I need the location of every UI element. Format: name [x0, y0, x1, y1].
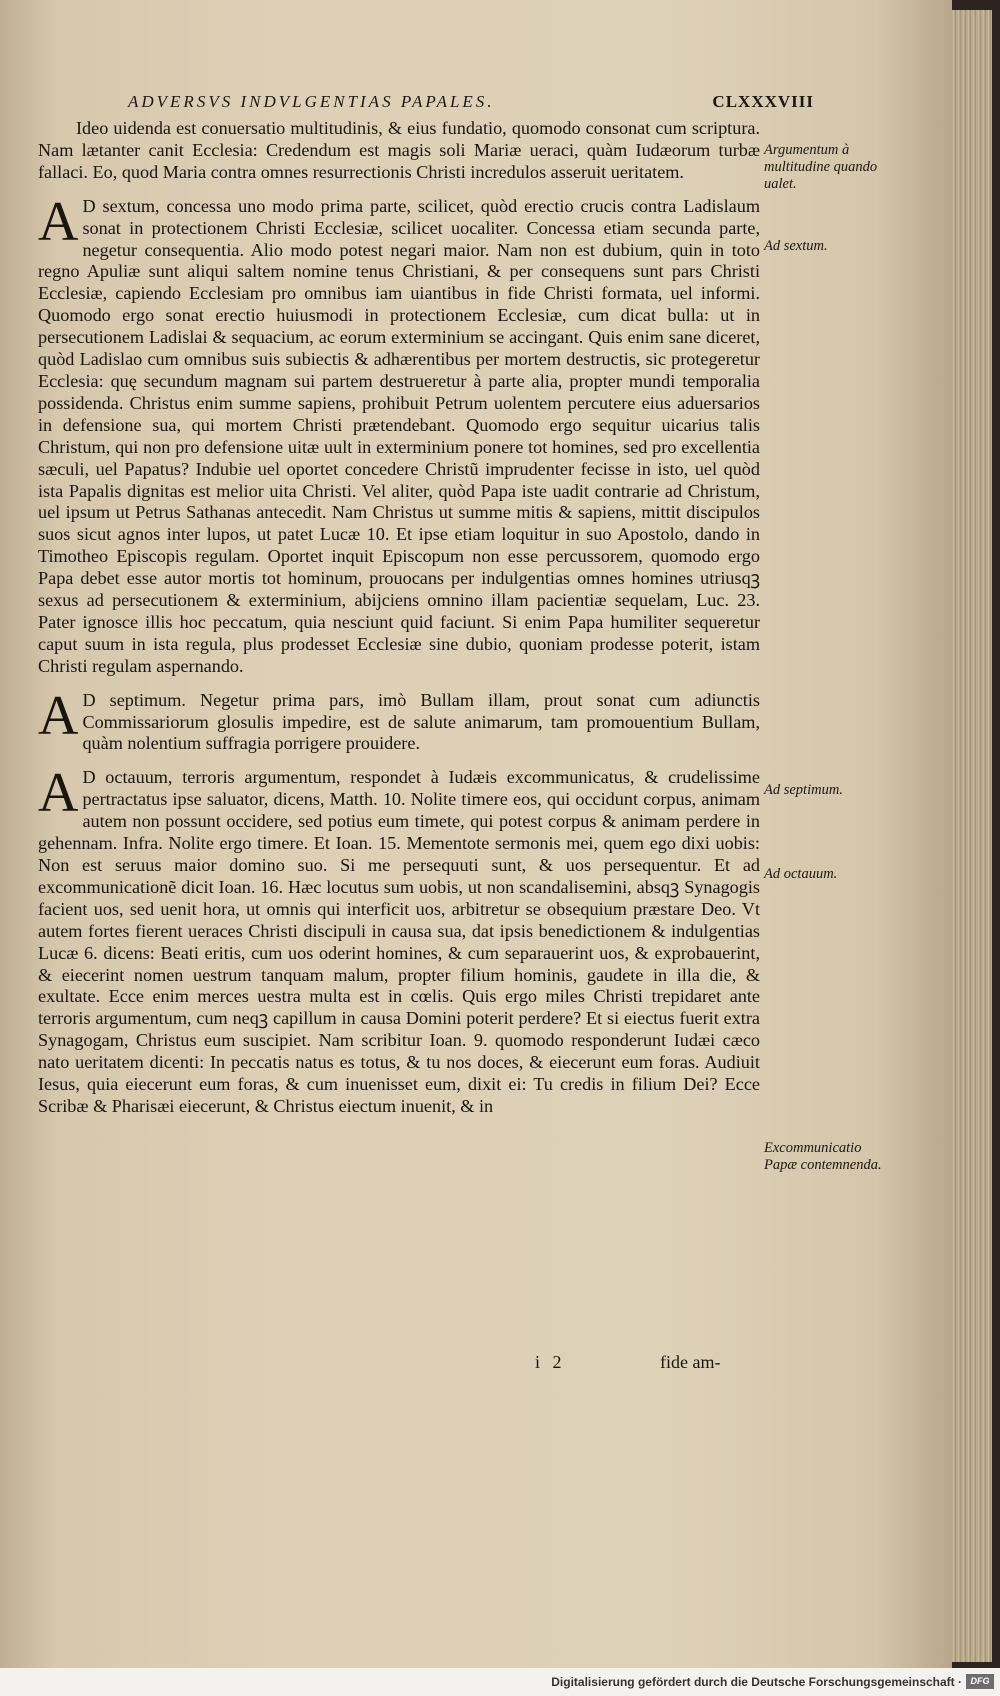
drop-cap: A	[38, 190, 79, 253]
paragraph-2	[38, 190, 760, 678]
signature-mark: i 2	[535, 1352, 566, 1372]
marginal-note-4: Ad octauum.	[764, 866, 838, 882]
footer-credit: Digitalisierung gefördert durch die Deutsche Forschungsgemeinschaft ·	[551, 1675, 962, 1689]
folio-number: CLXXXVIII	[712, 92, 814, 111]
marginal-note-3: Ad septimum.	[764, 782, 843, 798]
marginal-note-5: Excommunicatio Papæ contemnenda.	[764, 1140, 882, 1173]
running-head-title: ADVERSVS INDVLGENTIAS PAPALES.	[128, 92, 495, 111]
dfg-logo: DFG	[966, 1674, 994, 1689]
paragraph-2-text: D sextum, concessa uno modo prima parte, scilicet, quòd erectio crucis contra Ladislaum sonat in protectionem Christi Ecclesiæ, scilicet uocaliter. Concessa etiam secunda parte, negetur consequentia. Alio modo potest negari maior. Nam non est dubium, quin in toto regno Apuliæ sunt aliqui saltem nomine tenus Christiani, & per consequens sunt pars Christi Ecclesiæ, capiendo Ecclesiam pro omnibus iam uiantibus in fide Christi formata, uel informi. Quomodo ergo sonat erectio huiusmodi in protectionem Ecclesiæ, cum dicat bulla: ut in persecutionem Ladislai & sequacium, ac eorum exterminium se accingant. Quis enim sane diceret, quòd Ladislao cum omnibus suis subiectis & adhærentibus per mortem destructis, sic protegeretur Ecclesia: quę secundum magnam sui partem destrueretur à parte alia, propter mundi temporalia possidenda. Christus enim summe sapiens, prohibuit Petrum uolentem percutere eius aduersarios in defensione sua, qui mortem Christi prætendebant. Quomodo ergo sequitur uicarius talis Christum, qui non pro defensione uitæ uult in exterminium ponere tot homines, sed pro excellentia sæculi, uel Papatus? Indubie uel oportet concedere Christũ imprudenter fecisse in isto, uel quòd ista Papalis dignitas est melior uita Christi. Vel aliter, quòd Papa iste uadit contrarie ad Christum, uel ipsum ut Petrus Sathanas antecedit. Nam Christus ut summe mitis & sapiens, mittit discipulos suos sicut agnos inter lupos, ut patet Lucæ 10. Et ipse etiam loquitur in suo Apostolo, dando in Timotheo Episcopis regulam. Oportet inquit Episcopum non esse percussorem, quomodo ergo Papa debet esse autor mortis tot hominum, prouocans per indulgentias omnes homines utriusqꝫ sexus ad persecutionem & exterminium, abijciens omnino illam pacientiæ sequelam, Luc. 23. Pater ignosce illis hoc peccatum, quia nesciunt quid faciunt. Si enim Papa humiliter sequeretur caput suum in ista regula, plus prodesset Ecclesiæ sine dubio, quoniam prodesse poterit, istam Christi regulam aspernando.	[38, 195, 760, 676]
paragraph-4-text: D octauum, terroris argumentum, respondet à Iudæis excommunicatus, & crudelissime pertractatus ipse saluator, dicens, Matth. 10. Nolite timere eos, qui occidunt corpus, animam autem non possunt occidere, sed potius eum timete, qui potest corpus & animam perdere in gehennam. Infra. Nolite ergo timere. Et Ioan. 15. Mementote sermonis mei, quem ego dixi uobis: Non est seruus maior domino suo. Si me persequuti sunt, & uos persequentur. Et ad excommunicationẽ dicit Ioan. 16. Hæc locutus sum uobis, ut non scandalisemini, absqꝫ Synagogis facient uos, sed uenit hora, ut omnis qui interficit uos, arbitretur se obsequium præstare Deo. Vt autem fortes fierent ueraces Christi discipuli in causa sua, dat ipsis benedictionem & indulgentias Lucæ 6. dicens: Beati eritis, cum uos oderint homines, & cum separauerint uos, & exprobauerint, & eiecerint nomen uestrum tanquam malum, propter filium hominis, gaudete in illa die, & exultate. Ecce enim merces uestra multa est in cœlis. Quis ergo miles Christi trepidaret ante terroris argumentum, cum neqꝫ capillum in causa Domini poterit perdere? Et si eiectus fuerit extra Synagogam, Christus eum suscipiet. Nam scribitur Ioan. 9. quomodo responderunt Iudæi cæco nato ueritatem dicenti: In peccatis natus es totus, & tu nos doces, & eiecerunt eum foras. Audiuit Iesus, quia eiecerunt eum foras, & cum inuenisset eum, dixit ei: Tu credis in filium Dei? Ecce Scribæ & Pharisæi eiecerunt, & Christus eiectum inuenit, & in	[38, 767, 760, 1116]
marginal-note-2: Ad sextum.	[764, 238, 828, 254]
paragraph-1: Ideo uidenda est conuersatio multitudinis, & eius fundatio, quomodo consonat cum scriptura. Nam lætanter canit Ecclesia: Credendum est magis soli Mariæ ueraci, quàm Iudæorum turbæ fallaci. Eo, quod Maria contra omnes resurrectionis Christi incredulos asseruit ueritatem.	[38, 118, 760, 182]
paragraph-3	[38, 684, 760, 756]
drop-cap: A	[38, 762, 79, 825]
marginal-note-1: Argumentum à multitudine quando ualet.	[764, 142, 878, 192]
catchword: fide am-	[660, 1352, 721, 1372]
drop-cap: A	[38, 684, 79, 747]
footer-bar	[0, 1668, 1000, 1696]
paragraph-4	[38, 762, 760, 1118]
paragraph-3-text: D septimum. Negetur prima pars, imò Bullam illam, prout sonat cum adiunctis Commissariorum glosulis impedire, est de salute animarum, tam promouentium Bullam, quàm nolentium suffragia porrigere prouidere.	[82, 689, 760, 754]
page-edges	[952, 10, 992, 1662]
page-body	[38, 118, 760, 1130]
